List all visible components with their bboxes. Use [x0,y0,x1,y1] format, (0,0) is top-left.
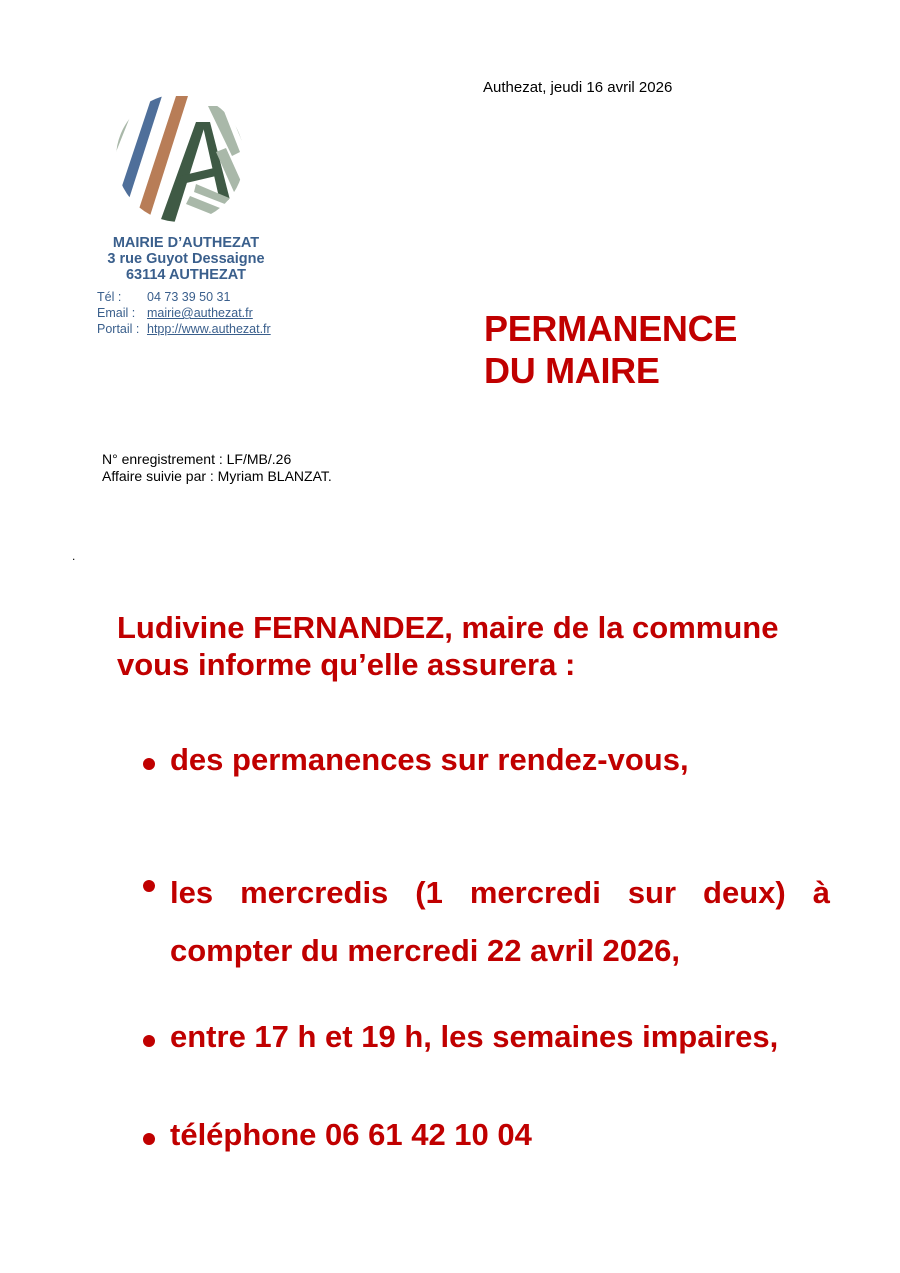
page-title [484,308,737,392]
word: à [812,875,830,910]
registration-number: N° enregistrement : LF/MB/.26 [102,451,292,467]
bullet-dot-icon [143,758,155,770]
bullet-dot-icon [143,880,155,892]
bullet-text [170,864,830,980]
org-address: 3 rue Guyot Dessaigne [107,251,265,267]
mairie-logo-icon [110,92,250,224]
word: les [170,875,214,910]
bullet-line-1 [170,864,830,922]
contact-email [97,305,271,321]
contact-label: Portail : [97,322,140,336]
org-city: 63114 AUTHEZAT [125,267,247,283]
contact-list [97,289,271,337]
list-item [140,1019,840,1059]
bullet-text: des permanences sur rendez-vous, [170,742,689,777]
word: (1 [415,875,443,910]
reference-block [102,451,332,485]
date-line: Authezat, jeudi 16 avril 2026 [483,79,673,96]
email-link[interactable]: mairie@authezat.fr [147,306,253,320]
list-item [140,1117,840,1157]
list-item [140,864,840,968]
org-name: MAIRIE D’AUTHEZAT [112,235,260,251]
intro-paragraph [117,609,837,683]
title-line-1: PERMANENCE [484,308,738,349]
organisation-block [74,235,298,283]
bullet-text: téléphone 06 61 42 10 04 [170,1117,532,1152]
title-line-2: DU MAIRE [484,350,660,391]
word: deux) [703,875,786,910]
intro-line-1: Ludivine FERNANDEZ, maire de la commune [117,610,779,645]
contact-portal [97,321,271,337]
bullet-dot-icon [143,1133,155,1145]
bullet-line-2: compter du mercredi 22 avril 2026, [170,933,681,968]
list-item [140,742,840,782]
contact-phone [97,289,271,305]
contact-label: Email : [97,306,136,320]
contact-value: 04 73 39 50 31 [147,290,231,304]
portal-link[interactable]: htpp://www.authezat.fr [147,322,271,336]
stray-dot: . [72,549,76,563]
word: mercredi [469,875,601,910]
word: sur [627,875,677,910]
followed-by: Affaire suivie par : Myriam BLANZAT. [102,468,332,484]
bullet-text: entre 17 h et 19 h, les semaines impaires, [170,1019,779,1054]
contact-label: Tél : [97,290,122,304]
word: mercredis [240,875,389,910]
bullet-dot-icon [143,1035,155,1047]
intro-line-2: vous informe qu’elle assurera : [117,647,576,682]
